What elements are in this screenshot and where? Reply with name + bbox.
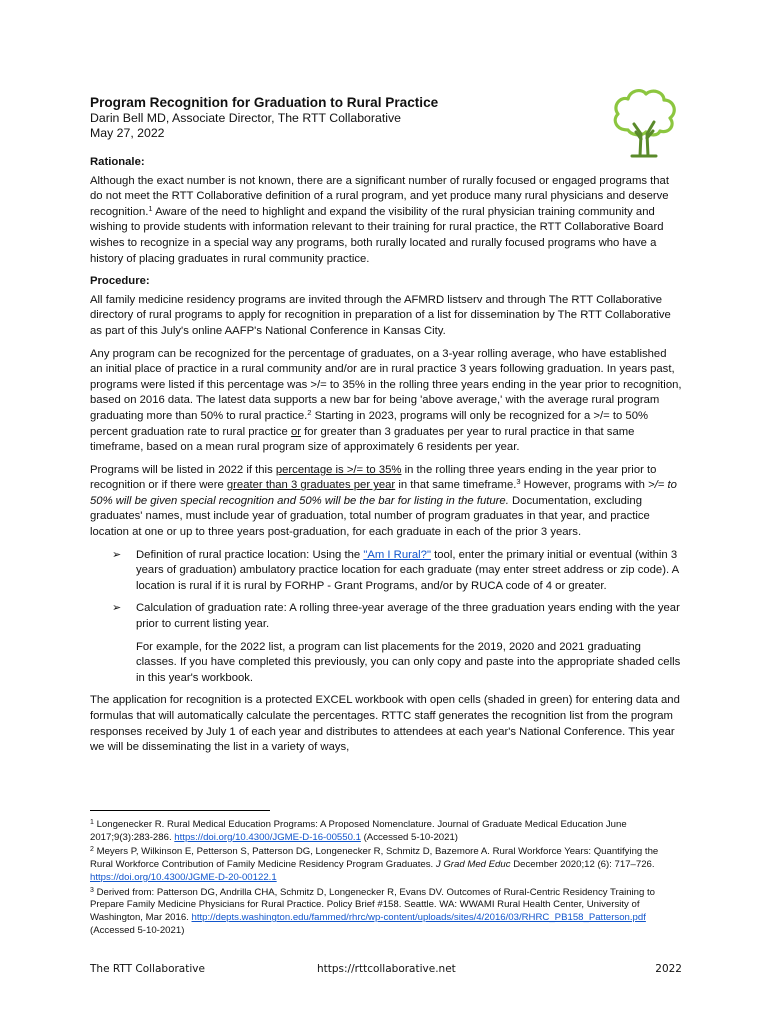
procedure-paragraph-1: All family medicine residency programs are invited through the AFMRD listserv and through The RTT Collaborative directory of rural programs to apply for recognition in preparation of a list for dissemination by The RTT Collaborative as part of this July's online AAFP's National Conference in Kansas City. bbox=[90, 293, 671, 337]
footnote-divider bbox=[90, 810, 270, 811]
procedure-paragraph-3: Programs will be listed in 2022 if this percentage is >/= to 35% in the rolling three years ending in the year prior to recognition or if there were greater than 3 graduates per year in that same timeframe.$^3$ However, programs with >/= to 50% will be given special recognition and 50% will be the bar for listing in the future. Documentation, excluding graduates' names, must include year of graduation, total number of program graduates in that year, and practice location at one or up to three years post-graduation, for each graduate in each of the prior 3 years. bbox=[90, 463, 677, 539]
bullet-graduation-rate: ➢ Calculation of graduation rate: A rolling three-year average of the three graduation years ending with the year prior to current listing year. bbox=[90, 601, 682, 632]
footnote-3-link[interactable]: http://depts.washington.edu/fammed/rhrc/wp-content/uploads/sites/4/2016/03/RHRC_PB158_Patterson.pdf bbox=[191, 911, 646, 923]
document-title: Program Recognition for Graduation to Rural Practice bbox=[90, 95, 439, 110]
tree-icon bbox=[606, 84, 682, 160]
graduation-rate-example: For example, for the 2022 list, a program can list placements for the 2019, 2020 and 2021 graduating classes. If you have completed this previously, you can only copy and paste into the appropriate shaded cells in this year's workbook. bbox=[136, 640, 681, 684]
footer-website: https://rttcollaborative.net bbox=[317, 963, 456, 975]
arrow-bullet-icon: ➢ bbox=[112, 602, 122, 615]
bullet-rural-definition: ➢ Definition of rural practice location: Using the "Am I Rural?" tool, enter the primary initial or eventual (within 3 years of graduation) ambulatory practice location for each graduate (may enter street address or zip code). A location is rural if it is rural by FORHP - Grant Programs, and/or by RUCA code of 4 or greater. bbox=[90, 548, 682, 595]
footer-year: 2022 bbox=[655, 963, 682, 975]
footnote-2-link[interactable]: https://doi.org/10.4300/JGME-D-20-00122.1 bbox=[90, 871, 277, 883]
am-i-rural-link[interactable]: "Am I Rural?" bbox=[363, 548, 431, 561]
footnote-3: $^3$ Derived from: Patterson DG, Andrilla CHA, Schmitz D, Longenecker R, Evans DV. Outcomes of Rural-Centric Residency Training to Prepare Family Medicine Physicians for Rural Practice. Policy Brief #158. Seattle. WA: WWAMI Rural Health Center, University of Washington, Mar 2016. http://depts.washington.edu/fammed/rhrc/wp-content/uploads/sites/4/2016/03/RHRC_PB158_Patterson.pdf (Accessed 5-10-2021) bbox=[90, 886, 656, 936]
footnote-1-link[interactable]: https://doi.org/10.4300/JGME-D-16-00550.1 bbox=[174, 831, 361, 843]
document-date: May 27, 2022 bbox=[90, 126, 165, 140]
arrow-bullet-icon: ➢ bbox=[112, 548, 122, 561]
footnotes bbox=[90, 819, 682, 939]
footnote-2: $^2$ Meyers P, Wilkinson E, Petterson S, Patterson DG, Longenecker R, Schmitz D, Bazemore A. Rural Workforce Years: Quantifying the Rural Workforce Contribution of Family Medicine Residency Program Graduates. J Grad Med Educ December 2020;12 (6): 717–726. https://doi.org/10.4300/JGME-D-20-00122.1 bbox=[90, 846, 659, 883]
procedure-paragraph-4: The application for recognition is a protected EXCEL workbook with open cells (shaded in green) for entering data and formulas that will automatically calculate the percentages. RTTC staff generates the recognition list from the program responses received by July 1 of each year and distributes to attendees at each year's National Conference. This year we will be disseminating the list in a variety of ways, bbox=[90, 694, 680, 754]
document-author: Darin Bell MD, Associate Director, The RTT Collaborative bbox=[90, 111, 401, 125]
procedure-paragraph-2: Any program can be recognized for the percentage of graduates, on a 3-year rolling average, who have established an initial place of practice in a rural community and/or are in rural practice 3 years following graduation. In years past, programs were listed if this percentage was >/= to 35% in the rolling three years ending in the year prior to recognition, based on 2016 data. The latest data supports a new bar for being 'above average,' with the average rural program graduating more than 50% to rural practice.$^2$ Starting in 2023, programs will only be recognized for a >/= to 50% percent graduation rate to rural practice or for greater than 3 graduates per year to rural practice in that same timeframe, based on a mean rural program size of approximately 6 residents per year. bbox=[90, 347, 682, 454]
footnote-1: $^1$ Longenecker R. Rural Medical Education Programs: A Proposed Nomenclature. Journal of Graduate Medical Education June 2017;9(3):283-286. https://doi.org/10.4300/JGME-D-16-00550.1 (Accessed 5-10-2021) bbox=[90, 819, 627, 843]
rationale-heading: Rationale: bbox=[90, 156, 145, 168]
footer-organization: The RTT Collaborative bbox=[90, 963, 205, 975]
procedure-heading: Procedure: bbox=[90, 275, 150, 288]
document-body bbox=[90, 155, 682, 763]
rationale-paragraph: Although the exact number is not known, there are a significant number of rurally focused or engaged programs that do not meet the RTT Collaborative definition of a rural program, and yet produce many rural physicians and deserve recognition.$^1$ Aware of the need to highlight and expand the visibility of the rural physician training community and wishing to provide students with information relevant to their training for rural practice, the RTT Collaborative Board wishes to recognize in a special way any programs, both rurally located and rurally focused programs who have a history of placing graduates in rural community practice. bbox=[90, 174, 669, 265]
